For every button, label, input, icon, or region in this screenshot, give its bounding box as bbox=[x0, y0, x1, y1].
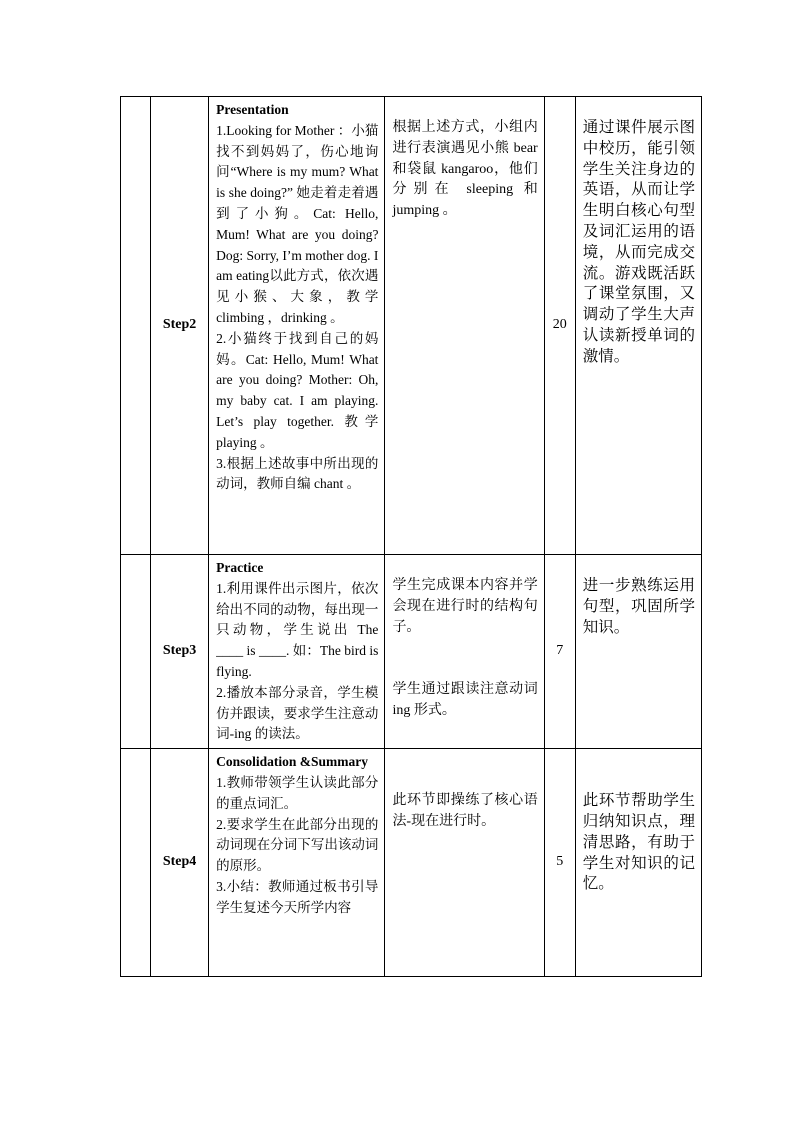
purpose-text: 此环节帮助学生归纳知识点，理清思路，有助于学生对知识的记忆。 bbox=[582, 792, 695, 893]
purpose-cell bbox=[575, 555, 701, 749]
content-line: 3.根据上述故事中所出现的动词，教师自编 chant 。 bbox=[216, 455, 379, 492]
content-line: 2.要求学生在此部分出现的动词现在分词下写出该动词的原形。 bbox=[216, 816, 379, 874]
blank-cell bbox=[121, 555, 151, 749]
content-line: 2.播放本部分录音，学生模仿并跟读，要求学生注意动词-ing 的读法。 bbox=[216, 684, 379, 742]
step-label: Step4 bbox=[151, 749, 209, 977]
table-row-step3 bbox=[121, 555, 702, 749]
content-cell bbox=[209, 555, 385, 749]
table-row-step2 bbox=[121, 97, 702, 555]
content-line: 2.小猫终于找到自己的妈妈。Cat: Hello, Mum! What are you doing? Mother: Oh, my baby cat. I am playing. Let’s play together. 教学 playing 。 bbox=[216, 330, 379, 450]
content-cell bbox=[209, 97, 385, 555]
purpose-cell bbox=[575, 749, 701, 977]
blank-cell bbox=[121, 97, 151, 555]
step-label: Step2 bbox=[151, 97, 209, 555]
purpose-text: 进一步熟练运用句型，巩固所学知识。 bbox=[582, 577, 695, 636]
content-line: 1.Looking for Mother ：小猫找不到妈妈了，伤心地询问“Where is my mum? What is she doing?” 她走着走着遇到了小狗。Cat: Hello, Mum! What are you doing? Dog: Sorry, I’m mother dog. I am eating以此方式，依次遇见小猴、大象，教学 climbing ，drinking 。 bbox=[216, 122, 379, 325]
step-label: Step3 bbox=[151, 555, 209, 749]
purpose-text: 通过课件展示图中校历，能引领学生关注身边的英语，从而让学生明白核心句型及词汇运用的语境，从而完成交流。游戏既活跃了课堂氛围，又调动了学生大声认读新授单词的激情。 bbox=[582, 119, 695, 365]
lesson-plan-table bbox=[120, 96, 702, 977]
minutes-cell: 20 bbox=[544, 97, 575, 555]
activity-line: 根据上述方式，小组内进行表演遇见小熊 bear 和袋鼠 kangaroo，他们分别在 sleeping 和 jumping 。 bbox=[392, 120, 538, 219]
content-cell bbox=[209, 749, 385, 977]
activity-line: 学生完成课本内容并学会现在进行时的结构句子。 bbox=[392, 578, 538, 635]
content-line: 1.教师带领学生认读此部分的重点词汇。 bbox=[216, 774, 379, 811]
activity-cell bbox=[385, 555, 544, 749]
activity-line: 此环节即操练了核心语法-现在进行时。 bbox=[392, 793, 538, 829]
section-title: Consolidation &Summary bbox=[216, 754, 369, 770]
content-line: 1.利用课件出示图片，依次给出不同的动物，每出现一只动物，学生说出 The ____ is ____. 如：The bird is flying. bbox=[216, 580, 379, 679]
table-row-step4 bbox=[121, 749, 702, 977]
activity-line: 学生通过跟读注意动词 ing 形式。 bbox=[392, 682, 538, 719]
content-line: 3.小结：教师通过板书引导学生复述今天所学内容 bbox=[216, 878, 379, 915]
activity-cell bbox=[385, 97, 544, 555]
activity-cell bbox=[385, 749, 544, 977]
section-title: Practice bbox=[216, 560, 264, 575]
blank-cell bbox=[121, 749, 151, 977]
minutes-cell: 7 bbox=[544, 555, 575, 749]
section-title: Presentation bbox=[216, 102, 289, 117]
purpose-cell bbox=[575, 97, 701, 555]
minutes-cell: 5 bbox=[544, 749, 575, 977]
